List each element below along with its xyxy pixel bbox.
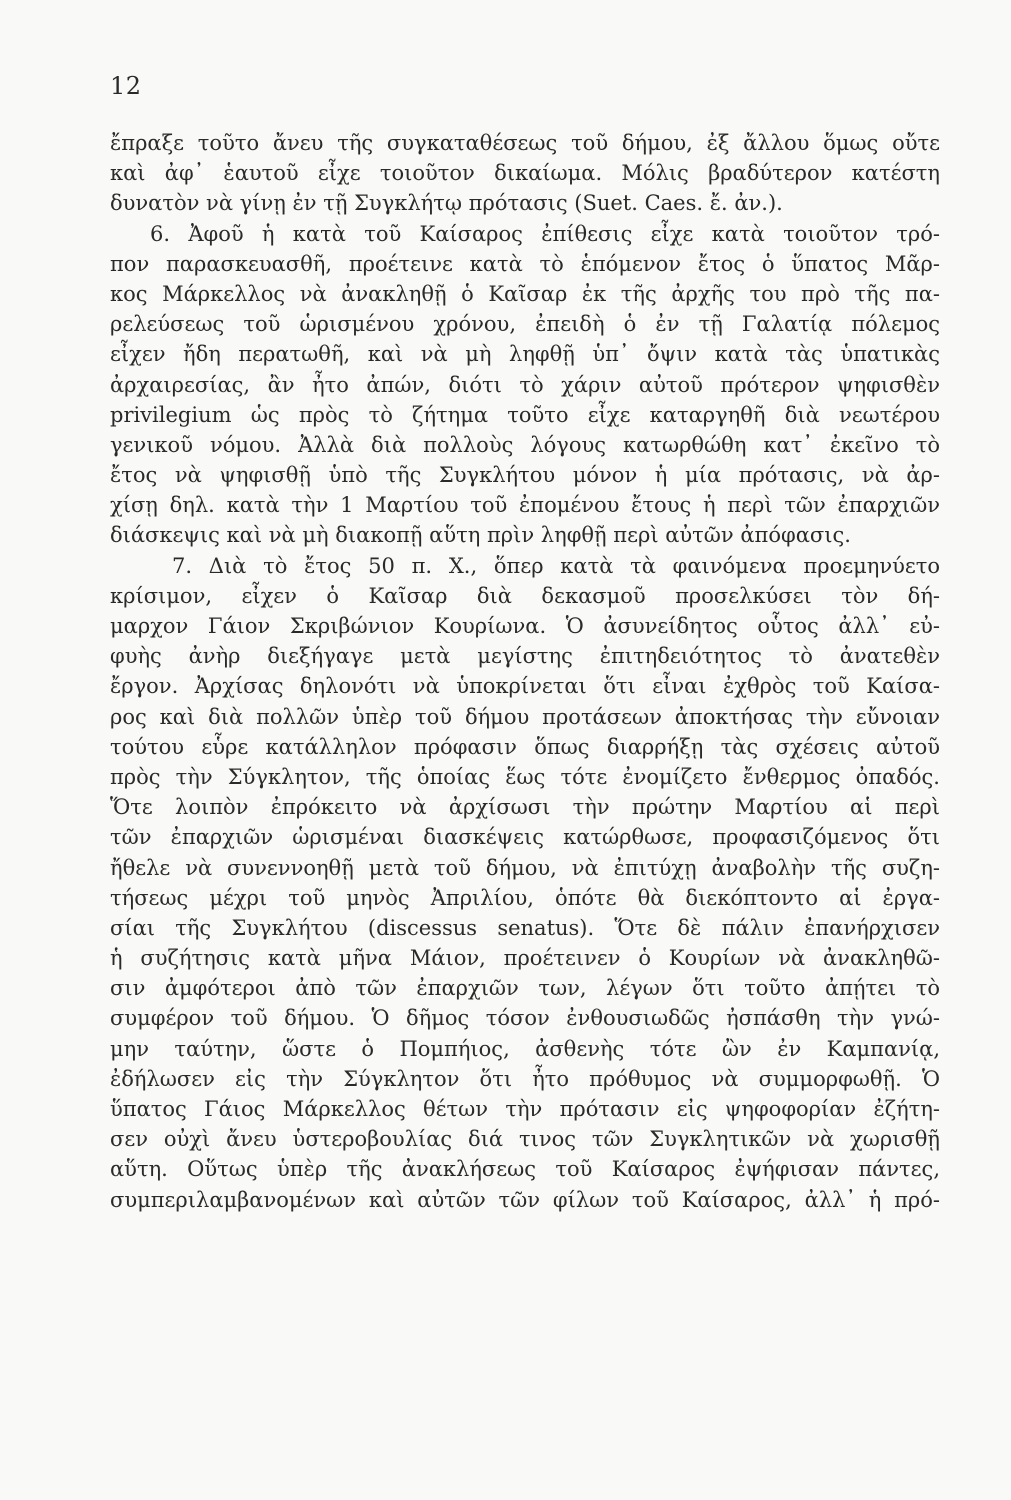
text-line: τήσεως μέχρι τοῦ μηνὸς Ἀπριλίου, ὁπότε θὰ διεκόπτοντο αἱ ἐργα- xyxy=(110,885,940,910)
text-line: ὕπατος Γάιος Μάρκελλος θέτων τὴν πρότασιν εἰς ψηφοφορίαν ἐζήτη- xyxy=(110,1097,940,1121)
text-line: ἤθελε νὰ συνεννοηθῇ μετὰ τοῦ δήμου, νὰ ἐπιτύχῃ ἀναβολὴν τῆς συζη- xyxy=(110,855,940,880)
text-line: Ὅτε λοιπὸν ἐπρόκειτο νὰ ἀρχίσωσι τὴν πρώτην Μαρτίου αἱ περὶ xyxy=(110,795,940,820)
body-text xyxy=(110,128,940,1215)
text-line: διάσκεψις καὶ νὰ μὴ διακοπῇ αὕτη πρὶν ληφθῇ περὶ αὐτῶν ἀπόφασις. xyxy=(110,523,851,548)
text-line: ἐδήλωσεν εἰς τὴν Σύγκλητον ὅτι ἦτο πρόθυμος νὰ συμμορφωθῇ. Ὁ xyxy=(110,1066,940,1091)
text-line: σιν ἀμφότεροι ἀπὸ τῶν ἐπαρχιῶν των, λέγων ὅτι τοῦτο ἀπῄτει τὸ xyxy=(110,976,940,1001)
text-line: αὕτη. Οὕτως ὑπὲρ τῆς ἀνακλήσεως τοῦ Καίσαρος ἐψήφισαν πάντες, xyxy=(110,1157,940,1182)
text-line: ἔπραξε τοῦτο ἄνευ τῆς συγκαταθέσεως τοῦ δήμου, ἐξ ἄλλου ὅμως οὔτε xyxy=(110,131,940,155)
text-line: σίαι τῆς Συγκλήτου (discessus senatus). Ὅτε δὲ πάλιν ἐπανήρχισεν xyxy=(110,915,940,940)
text-line: ἡ συζήτησις κατὰ μῆνα Μάιον, προέτεινεν ὁ Κουρίων νὰ ἀνακληθῶ- xyxy=(110,946,940,971)
text-line: privilegium ὡς πρὸς τὸ ζήτημα τοῦτο εἶχε καταργηθῆ διὰ νεωτέρου xyxy=(110,402,940,427)
text-line: μαρχον Γάιον Σκριβώνιον Κουρίωνα. Ὁ ἀσυνείδητος οὗτος ἀλλ᾽ εὐ- xyxy=(110,614,940,638)
text-line: πον παρασκευασθῆ, προέτεινε κατὰ τὸ ἑπόμενον ἔτος ὁ ὕπατος Μᾶρ- xyxy=(110,251,940,276)
text-line: ρος καὶ διὰ πολλῶν ὑπὲρ τοῦ δήμου προτάσεων ἀποκτήσας τὴν εὔνοιαν xyxy=(110,704,940,729)
text-line: ἔτος νὰ ψηφισθῇ ὑπὸ τῆς Συγκλήτου μόνον ἡ μία πρότασις, νὰ ἀρ- xyxy=(110,463,940,488)
text-line: πρὸς τὴν Σύγκλητον, τῆς ὁποίας ἕως τότε ἐνομίζετο ἔνθερμος ὀπαδός. xyxy=(110,764,940,789)
text-line: τούτου εὗρε κατάλληλον πρόφασιν ὅπως διαρρήξῃ τὰς σχέσεις αὐτοῦ xyxy=(110,734,940,759)
text-line: κος Μάρκελλος νὰ ἀνακληθῇ ὁ Καῖσαρ ἐκ τῆς ἀρχῆς του πρὸ τῆς πα- xyxy=(110,281,940,306)
text-line: συμπεριλαμβανομένων καὶ αὐτῶν τῶν φίλων τοῦ Καίσαρος, ἀλλ᾽ ἡ πρό- xyxy=(110,1187,940,1212)
text-line: μην ταύτην, ὥστε ὁ Πομπήιος, ἀσθενὴς τότε ὢν ἐν Καμπανίᾳ, xyxy=(110,1036,940,1061)
text-line: 6. Ἀφοῦ ἡ κατὰ τοῦ Καίσαρος ἐπίθεσις εἶχε κατὰ τοιοῦτον τρό- xyxy=(150,221,940,246)
text-line: δυνατὸν νὰ γίνῃ ἐν τῇ Συγκλήτῳ πρότασις (Suet. Caes. ἔ. ἀν.). xyxy=(110,191,783,216)
text-line: σεν οὐχὶ ἄνευ ὑστεροβουλίας διά τινος τῶν Συγκλητικῶν νὰ χωρισθῇ xyxy=(110,1127,940,1152)
text-line: φυὴς ἀνὴρ διεξήγαγε μετὰ μεγίστης ἐπιτηδειότητος τὸ ἀνατεθὲν xyxy=(110,644,940,669)
text-line: καὶ ἀφ᾽ ἑαυτοῦ εἶχε τοιοῦτον δικαίωμα. Μόλις βραδύτερον κατέστη xyxy=(110,161,940,186)
text-line: γενικοῦ νόμου. Ἀλλὰ διὰ πολλοὺς λόγους κατωρθώθη κατ᾽ ἐκεῖνο τὸ xyxy=(110,432,940,457)
text-line: χίσῃ δηλ. κατὰ τὴν 1 Μαρτίου τοῦ ἐπομένου ἔτους ἡ περὶ τῶν ἐπαρχιῶν xyxy=(110,493,940,518)
text-line: τῶν ἐπαρχιῶν ὡρισμέναι διασκέψεις κατώρθωσε, προφασιζόμενος ὅτι xyxy=(110,825,940,850)
text-line: 7. Διὰ τὸ ἔτος 50 π. Χ., ὅπερ κατὰ τὰ φαινόμενα προεμηνύετο xyxy=(172,553,940,578)
text-line: ρελεύσεως τοῦ ὡρισμένου χρόνου, ἐπειδὴ ὁ ἐν τῇ Γαλατίᾳ πόλεμος xyxy=(110,312,940,337)
text-line: συμφέρον τοῦ δήμου. Ὁ δῆμος τόσον ἐνθουσιωδῶς ἠσπάσθη τὴν γνώ- xyxy=(110,1006,940,1031)
text-line: εἶχεν ἤδη περατωθῆ, καὶ νὰ μὴ ληφθῇ ὑπ᾽ ὄψιν κατὰ τὰς ὑπατικὰς xyxy=(110,342,940,367)
page-number: 12 xyxy=(110,72,142,100)
text-line: ἀρχαιρεσίας, ἂν ἦτο ἀπών, διότι τὸ χάριν αὐτοῦ πρότερον ψηφισθὲν xyxy=(110,372,940,397)
text-line: ἔργον. Ἀρχίσας δηλονότι νὰ ὑποκρίνεται ὅτι εἶναι ἐχθρὸς τοῦ Καίσα- xyxy=(110,674,940,699)
text-line: κρίσιμον, εἶχεν ὁ Καῖσαρ διὰ δεκασμοῦ προσελκύσει τὸν δή- xyxy=(110,583,940,608)
